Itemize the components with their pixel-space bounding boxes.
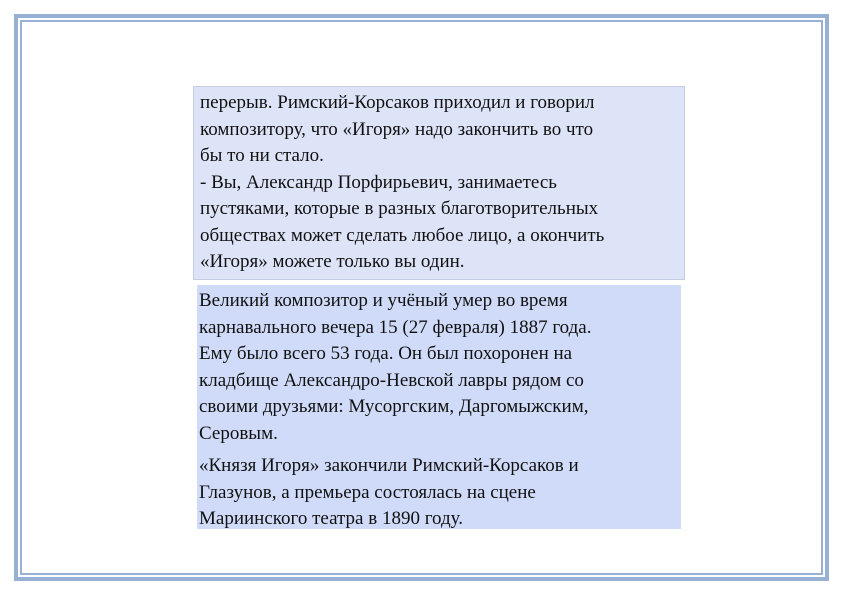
paragraph-death: Великий композитор и учёный умер во время карнавального вечера 15 (27 февраля) 1887 года. Ему было всего 53 года. Он был похоронен на кладбище Александро-Невской лавры рядом со своими друзьями: Мусоргским, Даргомыжским, Серовым. [199,290,592,444]
paragraph-intermission: перерыв. Римский-Корсаков приходил и говорил композитору, что «Игоря» надо закончить во что бы то ни стало. [200,92,595,166]
paragraph-premiere: «Князя Игоря» закончили Римский-Корсаков и Глазунов, а премьера состоялась на сцене Мариинского театра в 1890 году. [199,455,579,529]
text-box-bottom [197,285,681,529]
text-box-top [193,86,685,280]
paragraph-quote: - Вы, Александр Порфирьевич, занимаетесь пустяками, которые в разных благотворительных обществах может сделать любое лицо, а окончить «Игоря» можете только вы один. [200,171,605,272]
